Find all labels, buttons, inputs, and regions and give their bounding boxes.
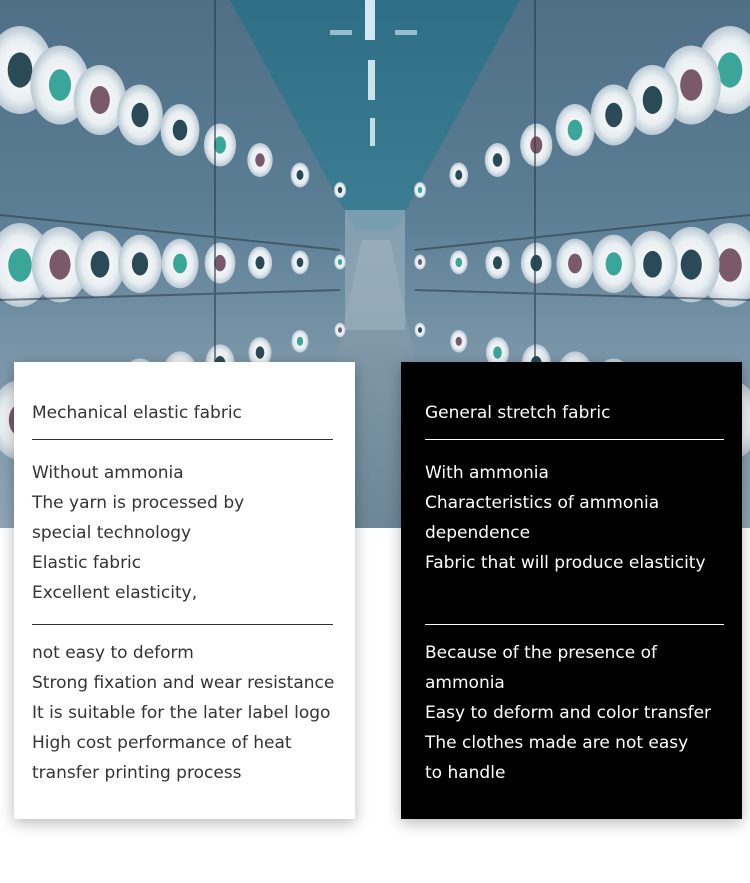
divider — [32, 624, 333, 625]
spool-core — [493, 256, 502, 269]
spool-core — [681, 250, 702, 280]
spool-core — [255, 256, 264, 269]
spool-core — [255, 153, 264, 167]
list-item: special technology — [32, 523, 192, 543]
spool-core — [338, 259, 342, 265]
feature-list-secondary — [425, 638, 732, 788]
spool-core — [718, 52, 743, 87]
spool-core — [8, 52, 33, 87]
divider — [425, 624, 724, 625]
spool-core — [297, 170, 304, 180]
divider — [32, 439, 333, 440]
spool-core — [455, 170, 462, 180]
list-item: Characteristics of ammonia — [425, 493, 660, 513]
spool-core — [49, 69, 71, 101]
spool-core — [49, 250, 70, 280]
feature-list-primary — [425, 458, 732, 578]
spool-core — [297, 337, 303, 346]
list-item: Without ammonia — [32, 463, 184, 483]
spool-core — [418, 187, 422, 193]
spool-core — [718, 248, 742, 282]
spool-core — [643, 86, 663, 114]
spool-core — [90, 86, 110, 114]
spool-core — [418, 327, 422, 333]
spool-core — [606, 252, 622, 275]
spool-core — [297, 258, 304, 267]
divider — [425, 439, 724, 440]
list-item: to handle — [425, 763, 506, 783]
list-item: Fabric that will produce elasticity — [425, 553, 706, 573]
spool-core — [568, 120, 583, 141]
list-item: Strong fixation and wear resistance — [32, 673, 335, 693]
list-item: High cost performance of heat — [32, 733, 292, 753]
spool-core — [132, 252, 148, 275]
list-item: dependence — [425, 523, 531, 543]
mechanical-elastic-fabric-card — [14, 362, 355, 819]
list-item: Elastic fabric — [32, 553, 142, 573]
spool-core — [131, 103, 148, 127]
general-stretch-fabric-card — [401, 362, 742, 819]
spool-core — [173, 254, 187, 274]
spool-core — [605, 103, 622, 127]
spool-core — [455, 258, 462, 267]
spool-core — [456, 337, 462, 346]
card-title: General stretch fabric — [425, 403, 611, 423]
list-item: not easy to deform — [32, 643, 194, 663]
spool-core — [680, 69, 702, 101]
list-item: It is suitable for the later label logo — [32, 703, 331, 723]
spool-core — [338, 327, 342, 333]
spool-core — [173, 120, 188, 141]
card-title: Mechanical elastic fabric — [32, 403, 242, 423]
list-item: Easy to deform and color transfer — [425, 703, 712, 723]
list-item: Excellent elasticity, — [32, 583, 198, 603]
list-item: The yarn is processed by — [32, 493, 245, 513]
spool-core — [531, 255, 542, 271]
feature-list-primary — [32, 458, 345, 608]
spool-core — [256, 346, 265, 358]
spool-core — [530, 136, 542, 153]
spool-core — [418, 259, 422, 265]
spool-core — [8, 248, 32, 282]
spool-core — [493, 153, 502, 167]
feature-list-secondary — [32, 638, 345, 788]
list-item: With ammonia — [425, 463, 549, 483]
spool-core — [643, 251, 662, 278]
list-item: Because of the presence of — [425, 643, 658, 663]
spool-core — [568, 254, 582, 274]
spool-core — [91, 251, 110, 278]
spool-core — [338, 187, 342, 193]
list-item: transfer printing process — [32, 763, 242, 783]
list-item: ammonia — [425, 673, 505, 693]
spool-core — [493, 346, 502, 358]
list-item: The clothes made are not easy — [425, 733, 689, 753]
